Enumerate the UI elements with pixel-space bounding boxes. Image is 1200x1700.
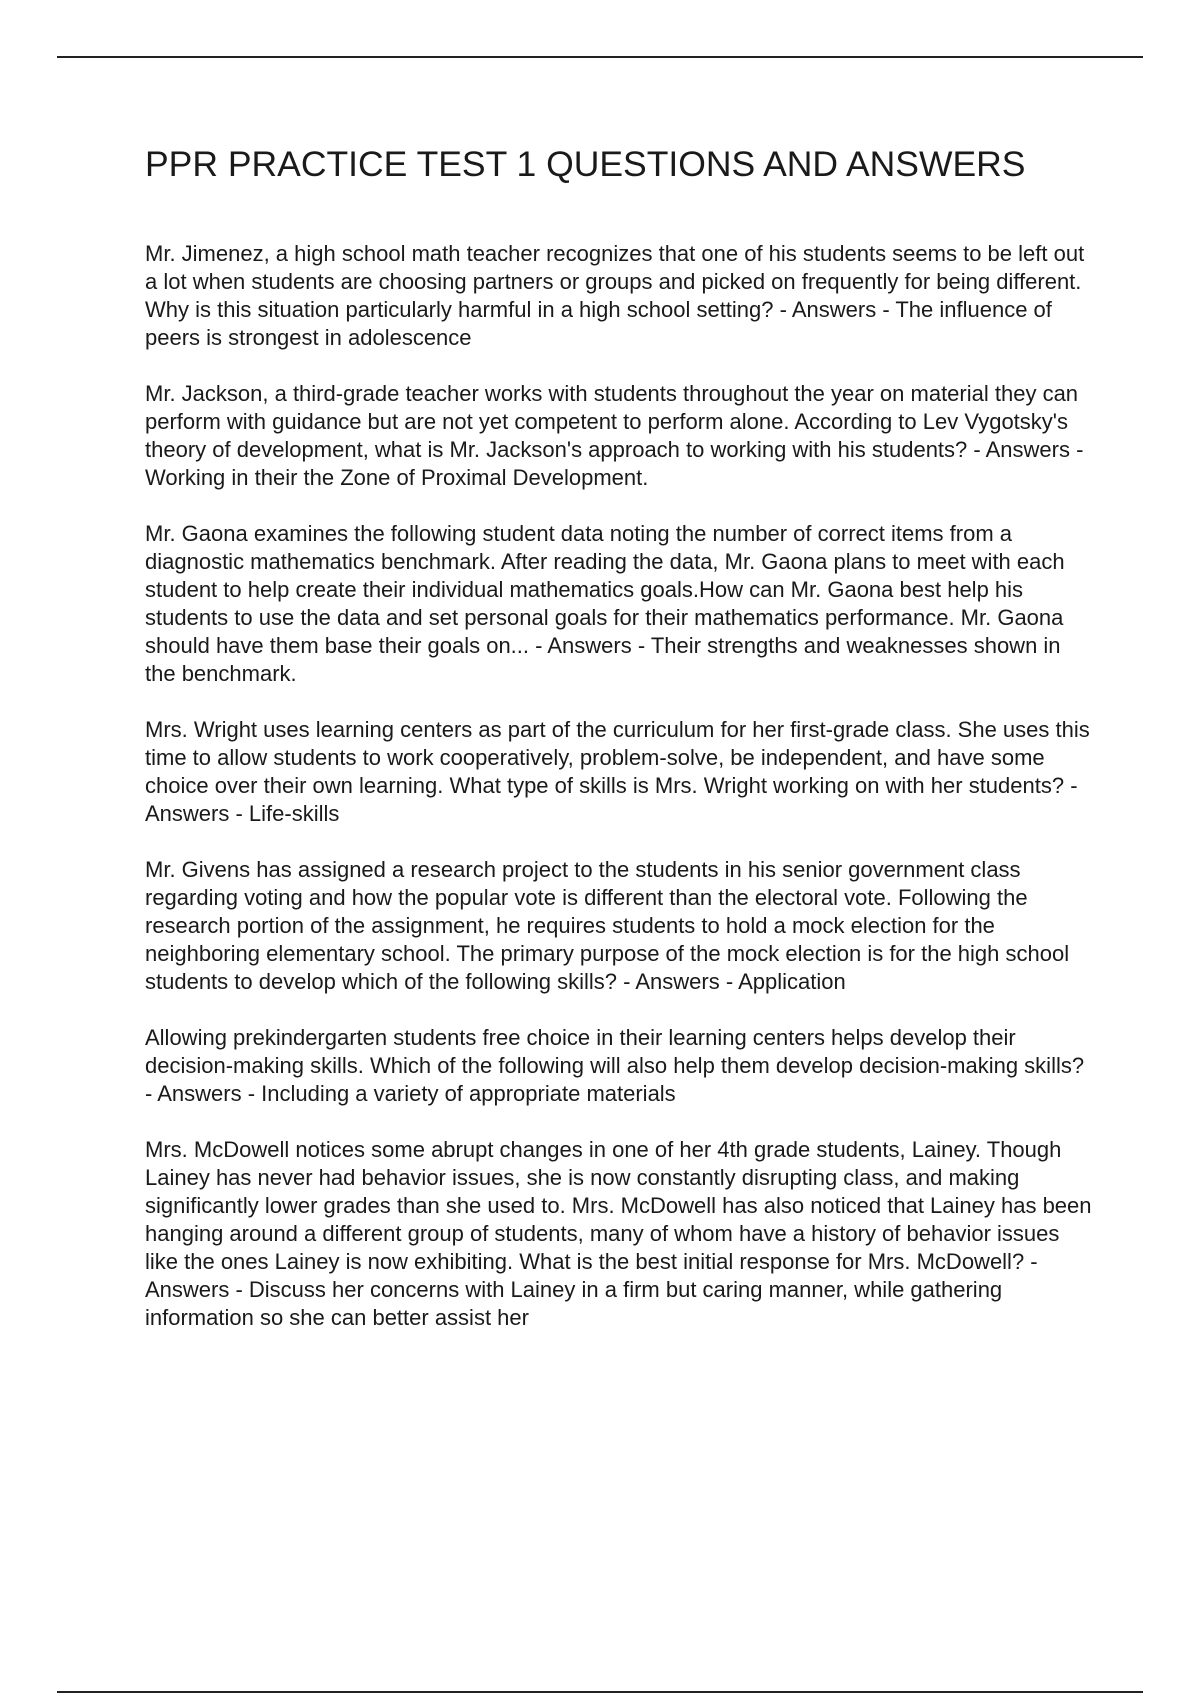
qa-item: Mr. Gaona examines the following student data noting the number of correct items from a diagnostic mathematics benchmark. After reading the data, Mr. Gaona plans to meet with each student to help create their individual mathematics goals.How can Mr. Gaona best help his students to use the data and set personal goals for their mathematics performance. Mr. Gaona should have them base their goals on... - Answers - Their strengths and weaknesses shown in the benchmark. <box>145 521 1065 686</box>
qa-list <box>145 240 1095 1332</box>
qa-item: Mr. Givens has assigned a research project to the students in his senior government class regarding voting and how the popular vote is different than the electoral vote. Following the research portion of the assignment, he requires students to hold a mock election for the neighboring elementary school. The primary purpose of the mock election is for the high school students to develop which of the following skills? - Answers - Application <box>145 857 1070 994</box>
bottom-rule <box>57 1691 1143 1693</box>
qa-item: Allowing prekindergarten students free choice in their learning centers helps develop their decision-making skills. Which of the following will also help them develop decision-making skills? - Answers - Including a variety of appropriate materials <box>145 1025 1085 1106</box>
qa-item: Mr. Jackson, a third-grade teacher works with students throughout the year on material they can perform with guidance but are not yet competent to perform alone. According to Lev Vygotsky's theory of development, what is Mr. Jackson's approach to working with his students? - Answers - Working in their the Zone of Proximal Development. <box>145 381 1084 490</box>
page-title: PPR PRACTICE TEST 1 QUESTIONS AND ANSWERS <box>145 144 1026 184</box>
qa-item: Mrs. McDowell notices some abrupt changes in one of her 4th grade students, Lainey. Though Lainey has never had behavior issues, she is now constantly disrupting class, and making significantly lower grades than she used to. Mrs. McDowell has also noticed that Lainey has been hanging around a different group of students, many of whom have a history of behavior issues like the ones Lainey is now exhibiting. What is the best initial response for Mrs. McDowell? - Answers - Discuss her concerns with Lainey in a firm but caring manner, while gathering information so she can better assist her <box>145 1137 1092 1330</box>
top-rule <box>57 56 1143 58</box>
qa-item: Mr. Jimenez, a high school math teacher recognizes that one of his students seems to be left out a lot when students are choosing partners or groups and picked on frequently for being different. Why is this situation particularly harmful in a high school setting? - Answers - The influence of peers is strongest in adolescence <box>145 241 1085 350</box>
qa-item: Mrs. Wright uses learning centers as part of the curriculum for her first-grade class. She uses this time to allow students to work cooperatively, problem-solve, be independent, and have some choice over their own learning. What type of skills is Mrs. Wright working on with her students? - Answers - Life-skills <box>145 717 1090 826</box>
page-content <box>145 140 1095 1360</box>
